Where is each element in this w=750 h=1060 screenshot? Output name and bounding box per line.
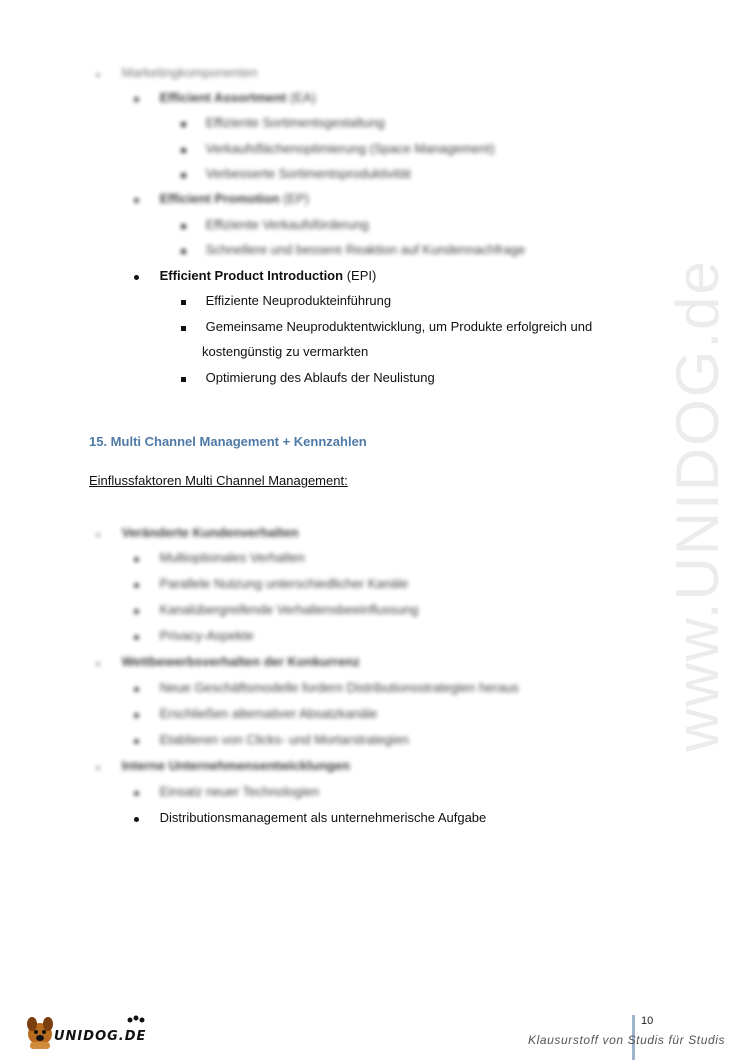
watermark bbox=[642, 258, 750, 752]
bullet-icon bbox=[181, 122, 186, 127]
bullet-icon bbox=[134, 198, 139, 203]
bullet-icon bbox=[181, 249, 186, 254]
list-item-text: Neue Geschäftsmodelle fordern Distributionsstrategien heraus bbox=[159, 680, 519, 695]
bullet-icon bbox=[134, 97, 139, 102]
list-item-level2 bbox=[134, 549, 305, 567]
bullet-icon bbox=[134, 557, 139, 562]
bullet-icon bbox=[96, 766, 100, 770]
list-item-title: Efficient Assortment bbox=[159, 90, 287, 105]
bullet-icon bbox=[134, 609, 139, 614]
list-item-text: Multioptionales Verhalten bbox=[159, 550, 305, 565]
list-item-level3 bbox=[181, 216, 369, 234]
bullet-icon bbox=[134, 583, 139, 588]
list-item-text: Effiziente Verkaufsförderung bbox=[205, 217, 369, 232]
list-item-level2 bbox=[134, 601, 418, 619]
list-item-level1 bbox=[96, 524, 299, 542]
list-item-title: Wettbewerbsverhalten der Konkurrenz bbox=[121, 654, 360, 669]
list-item-level2 bbox=[134, 783, 319, 801]
list-item-text: Effiziente Neuprodukteinführung bbox=[205, 293, 392, 308]
list-item-level1 bbox=[96, 64, 257, 82]
bullet-icon bbox=[181, 326, 186, 331]
list-item-text: Optimierung des Ablaufs der Neulistung bbox=[205, 370, 435, 385]
list-item-continuation bbox=[202, 343, 368, 361]
bullet-icon bbox=[134, 275, 139, 280]
bullet-icon bbox=[134, 817, 139, 822]
list-item-level3 bbox=[181, 165, 411, 183]
section-subtitle: Einflussfaktoren Multi Channel Management: bbox=[89, 473, 348, 488]
bullet-icon bbox=[134, 791, 139, 796]
bullet-icon bbox=[134, 739, 139, 744]
list-item-level2 bbox=[134, 705, 377, 723]
list-item-text: Kanalübergreifende Verhaltensbeeinflussung bbox=[159, 602, 419, 617]
list-item-level3 bbox=[181, 114, 385, 132]
list-item-level3 bbox=[181, 318, 592, 336]
list-item-level2 bbox=[134, 267, 376, 285]
bullet-icon bbox=[134, 687, 139, 692]
list-item-level3 bbox=[181, 292, 391, 310]
list-item-text: Parallele Nutzung unterschiedlicher Kanäle bbox=[159, 576, 409, 591]
list-item-text: Schnellere und bessere Reaktion auf Kundennachfrage bbox=[205, 242, 526, 257]
list-item-level2 bbox=[134, 190, 309, 208]
list-item-text: Verbesserte Sortimentsproduktivität bbox=[205, 166, 411, 181]
list-item-abbr: (EA) bbox=[289, 90, 316, 105]
page-number: 10 bbox=[641, 1015, 654, 1027]
list-item-level2 bbox=[134, 679, 519, 697]
list-item-level1 bbox=[96, 653, 360, 671]
list-item-title: Efficient Product Introduction bbox=[159, 268, 344, 283]
bullet-icon bbox=[181, 148, 186, 153]
list-item-level3 bbox=[181, 241, 525, 259]
list-item-text: Etablieren von Clicks- und Mortarstrategien bbox=[159, 732, 409, 747]
bullet-icon bbox=[181, 300, 186, 305]
list-item-text: Einsatz neuer Technologien bbox=[159, 784, 320, 799]
list-item-level2 bbox=[134, 575, 408, 593]
list-item-level1 bbox=[96, 757, 350, 775]
bullet-icon bbox=[96, 533, 100, 537]
bullet-icon bbox=[96, 662, 100, 666]
list-item-level3 bbox=[181, 140, 495, 158]
list-item-title: Interne Unternehmensentwicklungen bbox=[121, 758, 350, 773]
bullet-icon bbox=[181, 377, 186, 382]
list-item-title: Efficient Promotion bbox=[159, 191, 280, 206]
list-item-text: Erschließen alternativer Absatzkanäle bbox=[159, 706, 378, 721]
bullet-icon bbox=[181, 173, 186, 178]
bullet-icon bbox=[134, 713, 139, 718]
list-item-level2 bbox=[134, 627, 254, 645]
footer-tagline: Klausurstoff von Studis für Studis bbox=[528, 1033, 726, 1047]
list-item-text: Gemeinsame Neuproduktentwicklung, um Produkte erfolgreich und bbox=[205, 319, 593, 334]
list-item-title: Veränderte Kundenverhalten bbox=[121, 525, 299, 540]
bullet-icon bbox=[181, 224, 186, 229]
list-item-abbr: (EPI) bbox=[346, 268, 377, 283]
section-heading: 15. Multi Channel Management + Kennzahlen bbox=[89, 434, 367, 449]
list-item-text: Marketingkomponenten bbox=[121, 65, 258, 80]
list-item-text: kostengünstig zu vermarkten bbox=[202, 344, 369, 359]
list-item-text: Effiziente Sortimentsgestaltung bbox=[205, 115, 385, 130]
list-item-level2 bbox=[134, 809, 486, 827]
list-item-level2 bbox=[134, 89, 316, 107]
list-item-text: Verkaufsflächenoptimierung (Space Management) bbox=[205, 141, 495, 156]
list-item-level2 bbox=[134, 731, 409, 749]
logo-text: UNIDOG.DE bbox=[54, 1029, 147, 1044]
list-item-level3 bbox=[181, 369, 435, 387]
bullet-icon bbox=[96, 73, 100, 77]
list-item-text: Distributionsmanagement als unternehmerische Aufgabe bbox=[159, 810, 487, 825]
bullet-icon bbox=[134, 635, 139, 640]
watermark-text: www.UNIDOG.de bbox=[663, 258, 731, 752]
list-item-abbr: (EP) bbox=[283, 191, 310, 206]
list-item-text: Privacy-Aspekte bbox=[159, 628, 254, 643]
